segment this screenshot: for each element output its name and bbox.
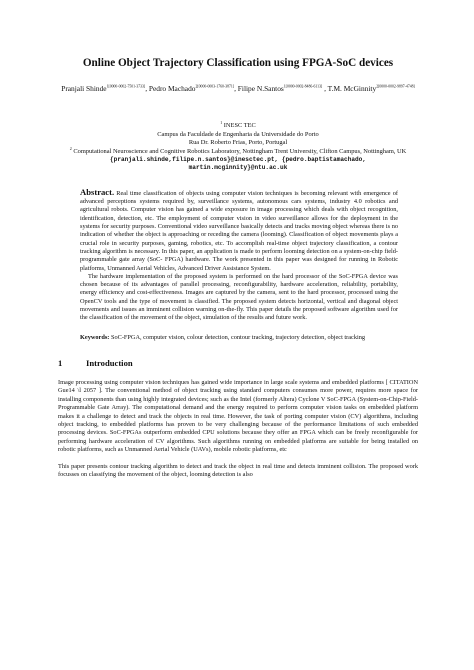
keywords — [80, 334, 398, 342]
author-orcid: 2[0000-0003-1760-3871] — [195, 84, 235, 89]
affiliation-1-address: Rua Dr. Roberto Frias, Porto, Portugal — [188, 139, 288, 147]
affiliation-2: $^2$ Computational Neuroscience and Cognitive Robotics Laboratory, Nottingham Trent University, Clifton Campus, Nottingham, UK — [69, 145, 407, 155]
section-heading-introduction — [58, 358, 418, 369]
body-paragraph: Image processing using computer vision techniques has gained wide importance in large scale systems and embedded platforms [ CITATION Gue14 \l 2057 ]. The conventional method of object tracking using standard computers consumes more power, requires more space for installing components than using highly integrated devices; such as the Intel (formerly Altera) Cyclone V SoC-FPGA (System-on-Chip-Field-Programmable Gate Array). The computational demand and the energy required to perform computer vision tasks on embedded platform makes it a challenge to detect and track the objects in real time. However, the task of porting computer vision (CV) algorithms, including object tracking, to embedded platforms has proven to be very challenging because of the performance limitations of such embedded processing devices. SoC-FPGAs outperform embedded CPU solutions because they offer an FPGA which can be freely reconfigurable for performing hardware acceleration of CV algorithms. Such algorithms running on embedded platforms are suitable for being installed on robotic platforms, such as Unmanned Aerial Vehicle (UAVs), mobile robotic platforms, etc — [58, 378, 418, 454]
author-name: , T.M. McGinnity — [322, 84, 377, 93]
section-title: Introduction — [86, 357, 133, 368]
keywords-text: SoC-FPGA, computer vision, colour detection, contour tracking, trajectory detection, object tracking — [110, 333, 366, 341]
author-name: Pranjali Shinde — [61, 84, 107, 93]
section-number: 1 — [58, 357, 63, 368]
author-emails: {pranjali.shinde,filipe.n.santos}@inesctec.pt, {pedro.baptistamachado, — [110, 156, 366, 164]
abstract-text: Real time classification of objects using computer vision techniques is becoming relevant with emergence of advanced perceptions systems required by, surveillance systems, autonomous cars systems, industry 4.0 robotics and agricultural robots. Computer vision has gained a wide exposure in image processing which deals with object recognition, identification, detection, etc. The employment of computer vision in video surveillance allows for the deployment in the systems for security purposes. Conventional video surveillance basically detects and tracks moving object whereas there is no indication of whether the object is approaching or receding the camera (looming). Classification of object movements plays a crucial role in security purposes, gaming, robotics, etc. To accomplish real-time object trajectory classification, a contour tracking algorithm is necessary. In this paper, an application is made to perform looming detection on a system-on-chip field-programmable gate array (SoC- FPGA) hardware. The work presented in this paper was designed for running in Robotic platforms, Unmanned Aerial Vehicles, Advanced Driver Assistance System. — [80, 189, 398, 272]
body-paragraph: This paper presents contour tracking algorithm to detect and track the object in real time and detects imminent collision. The proposed work focusses on classifying the movement of the object, looming detection is also — [58, 462, 418, 478]
paper-title: Online Object Trajectory Classification using FPGA-SoC devices — [82, 57, 394, 69]
abstract-paragraph-2: The hardware implementation of the proposed system is performed on the hard processor of the SoC-FPGA device was chosen because of its advantages of parallel processing, reconfigurability, hardware acceleration, reliability, portability, energy efficiency and cost-effectiveness. Images are captured by the camera, sent to the hard processor, processed using the OpenCV tools and the type of movement is classified. The proposed system detects horizontal, vertical and diagonal object movements and issues an imminent collision warning on-the-fly. This paper details the proposed software algorithm used for the classification of the movement of the object, simulation of the results and future work. — [80, 272, 398, 322]
affiliation-mark: 2 — [69, 145, 72, 151]
abstract-heading: Abstract. — [80, 186, 115, 197]
author-orcid: 1[0000-0002-8486-6113] — [283, 84, 323, 89]
author-orcid: 2[0000-0002-9897-4748] — [376, 84, 415, 89]
affiliation-1-campus: Campus da Faculdade de Engenharia da Universidade do Porto — [157, 130, 319, 138]
introduction-body — [58, 379, 418, 479]
author-name: , Filipe N.Santos — [234, 84, 284, 93]
abstract — [80, 188, 398, 323]
affiliation-1-name: $^1$ INESC TEC — [220, 120, 256, 130]
author-list — [58, 84, 418, 93]
author-orcid: 1[0000-0002-7501-3733] — [106, 84, 146, 89]
author-emails-cont: martin.mcginnity}@ntu.ac.uk — [188, 164, 288, 172]
author-name: , Pedro Machado — [145, 84, 196, 93]
affiliation-mark: 1 — [220, 120, 223, 126]
keywords-heading: Keywords: — [80, 333, 110, 341]
affiliations — [58, 122, 418, 172]
abstract-paragraph — [80, 188, 398, 273]
